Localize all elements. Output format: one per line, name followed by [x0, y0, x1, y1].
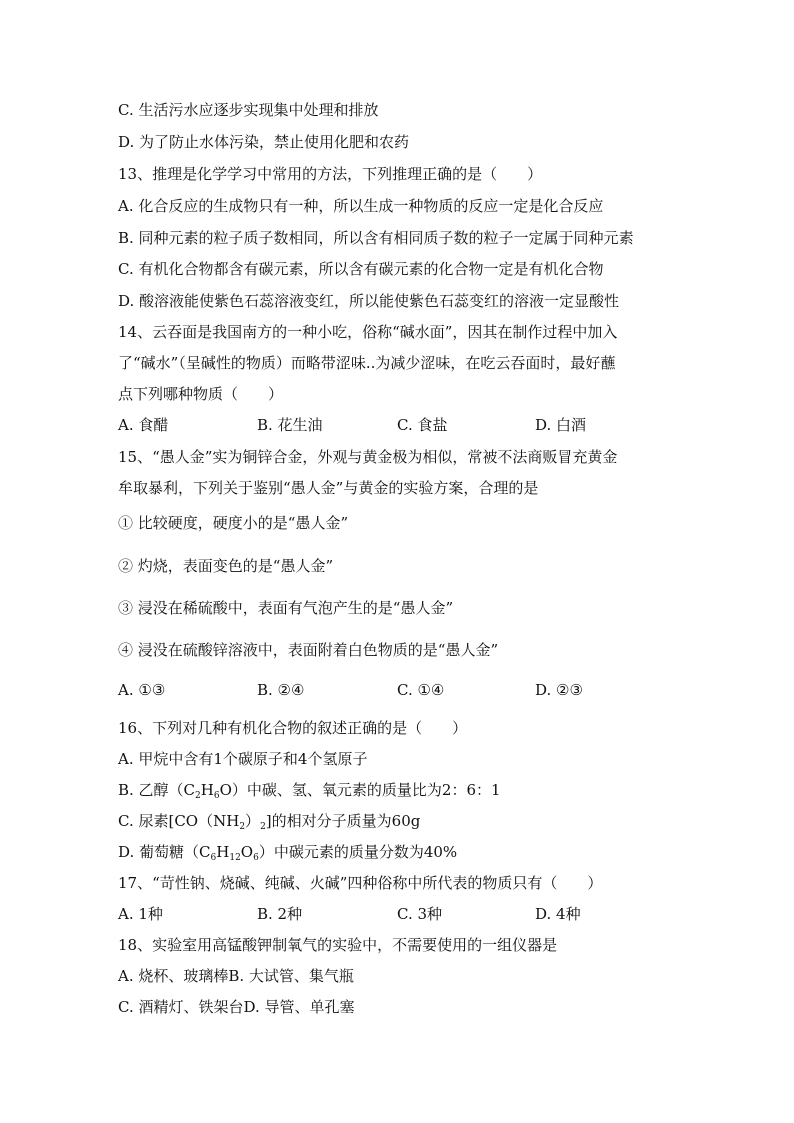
q15-item-2: ② 灼烧，表面变色的是“愚人金”: [118, 557, 334, 575]
q16-option-d-mid2: O: [240, 843, 254, 861]
q17-option-b: B. 2种: [257, 905, 303, 923]
subscript: 2: [239, 822, 246, 832]
q15-item-1: ① 比较硬度，硬度小的是“愚人金”: [118, 514, 349, 532]
q18-options-line-1: A. 烧杯、玻璃棒B. 大试管、集气瓶: [118, 967, 354, 985]
q15-option-c: C. ①④: [397, 681, 445, 699]
subscript: 12: [229, 853, 241, 863]
q17-option-d: D. 4种: [535, 905, 581, 923]
q13-stem: 13、推理是化学学习中常用的方法，下列推理正确的是（ ）: [118, 165, 543, 183]
q16-option-d-pre: D. 葡萄糖（C: [118, 843, 211, 861]
q15-item-4: ④ 浸没在硫酸锌溶液中，表面附着白色物质的是“愚人金”: [118, 641, 499, 659]
q14-option-d: D. 白酒: [535, 416, 587, 434]
q15-item-3: ③ 浸没在稀硫酸中，表面有气泡产生的是“愚人金”: [118, 599, 454, 617]
q13-option-d: D. 酸溶液能使紫色石蕊溶液变红，所以能使紫色石蕊变红的溶液一定显酸性: [118, 292, 620, 310]
q15-option-d: D. ②③: [535, 681, 583, 699]
q16-stem: 16、下列对几种有机化合物的叙述正确的是（ ）: [118, 719, 468, 737]
q13-option-a: A. 化合反应的生成物只有一种，所以生成一种物质的反应一定是化合反应: [118, 197, 604, 215]
q16-option-b-mid: H: [200, 781, 214, 799]
q16-option-b-pre: B. 乙醇（C: [118, 781, 196, 799]
q14-stem-line-1: 14、云吞面是我国南方的一种小吃，俗称“碱水面”，因其在制作过程中加入: [118, 323, 618, 341]
q13-option-b: B. 同种元素的粒子质子数相同，所以含有相同质子数的粒子一定属于同种元素: [118, 229, 634, 247]
subscript: 6: [210, 853, 217, 863]
q14-option-b: B. 花生油: [257, 416, 323, 434]
q12-option-d: D. 为了防止水体污染，禁止使用化肥和农药: [118, 133, 410, 151]
q14-stem-line-3: 点下列哪种物质（ ）: [118, 385, 284, 403]
q16-option-c-pre: C. 尿素[CO（NH: [118, 812, 240, 830]
q14-option-c: C. 食盐: [397, 416, 448, 434]
q15-stem-line-2: 牟取暴利，下列关于鉴别“愚人金”与黄金的实验方案，合理的是: [118, 479, 539, 497]
q16-option-d-post: ）中碳元素的质量分数为40%: [258, 843, 458, 861]
q16-option-a: A. 甲烷中含有1个碳原子和4个氢原子: [118, 750, 368, 768]
q17-option-c: C. 3种: [397, 905, 443, 923]
q16-option-c-post: ]的相对分子质量为60g: [265, 812, 421, 830]
subscript: 2: [195, 791, 201, 801]
q16-option-c-mid: ）: [245, 812, 261, 830]
q15-stem-line-1: 15、“愚人金”实为铜锌合金，外观与黄金极为相似，常被不法商贩冒充黄金: [118, 448, 618, 466]
q12-option-c: C. 生活污水应逐步实现集中处理和排放: [118, 101, 379, 119]
q14-stem-line-2: 了“碱水”（呈碱性的物质）而略带涩味..为减少涩味，在吃云吞面时，最好蘸: [118, 354, 616, 372]
q16-option-c: [118, 811, 420, 831]
q16-option-b-post: O）中碳、氢、氧元素的质量比为2：6：1: [219, 781, 501, 799]
subscript: 6: [213, 791, 220, 801]
q18-options-line-2: C. 酒精灯、铁架台D. 导管、单孔塞: [118, 998, 355, 1016]
q13-option-c: C. 有机化合物都含有碳元素，所以含有碳元素的化合物一定是有机化合物: [118, 260, 604, 278]
q16-option-d: [118, 842, 457, 862]
q17-stem: 17、“苛性钠、烧碱、纯碱、火碱”四种俗称中所代表的物质只有（ ）: [118, 874, 603, 892]
q17-option-a: A. 1种: [118, 905, 163, 923]
q15-option-b: B. ②④: [257, 681, 305, 699]
subscript: 2: [260, 822, 266, 832]
q15-option-a: A. ①③: [118, 681, 166, 699]
q18-stem: 18、实验室用高锰酸钾制氧气的实验中，不需要使用的一组仪器是: [118, 936, 558, 954]
q16-option-d-mid1: H: [216, 843, 230, 861]
q16-option-b: [118, 780, 501, 800]
subscript: 6: [253, 853, 259, 863]
q14-option-a: A. 食醋: [118, 416, 169, 434]
